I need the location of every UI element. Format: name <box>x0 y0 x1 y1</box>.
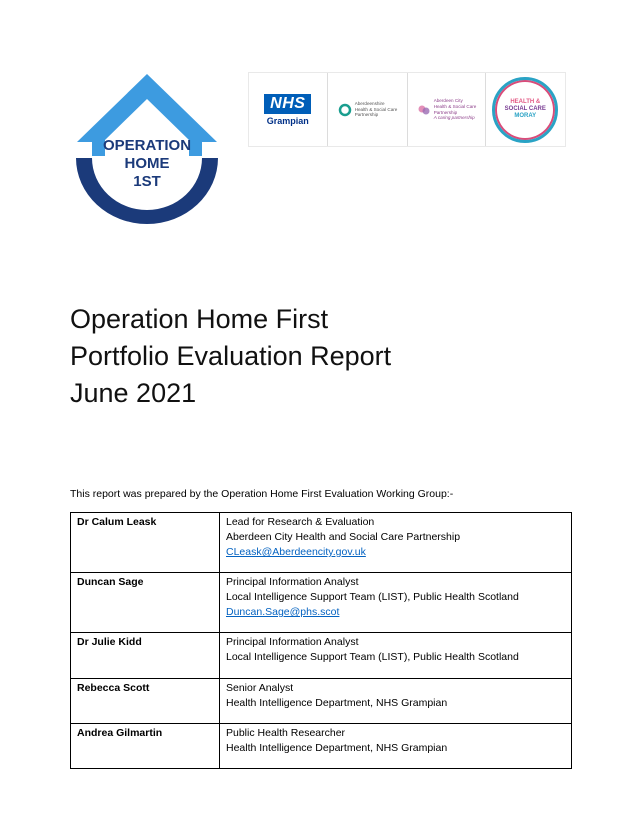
table-row <box>71 573 572 633</box>
nhs-board-name: Grampian <box>266 115 309 126</box>
nhs-mark: NHS <box>264 94 311 114</box>
moray-line-2: SOCIAL CARE <box>504 106 546 112</box>
aberdeen-city-tagline: A caring partnership <box>433 115 475 121</box>
aberdeenshire-ring-icon <box>338 103 352 117</box>
operation-home-first-logo <box>74 72 220 226</box>
member-role: Public Health Researcher <box>226 727 346 739</box>
member-org: Health Intelligence Department, NHS Grampian <box>226 697 448 709</box>
member-name: Andrea Gilmartin <box>71 724 220 769</box>
aberdeen-city-hscp-logo <box>408 73 485 146</box>
health-social-care-moray-logo <box>486 73 565 146</box>
aberdeen-city-line-2: Health & Social Care <box>433 103 477 109</box>
moray-line-3: MORAY <box>514 113 537 119</box>
member-org: Local Intelligence Support Team (LIST), Public Health Scotland <box>226 651 519 663</box>
table-row <box>71 679 572 724</box>
logo-line-2: HOME <box>124 155 170 172</box>
report-title <box>70 301 391 412</box>
member-details <box>220 573 572 633</box>
house-logo-icon <box>74 72 220 226</box>
member-org: Aberdeen City Health and Social Care Partnership <box>226 531 461 543</box>
member-role: Senior Analyst <box>226 682 294 694</box>
member-role: Lead for Research & Evaluation <box>226 516 375 528</box>
member-details <box>220 633 572 679</box>
member-role: Principal Information Analyst <box>226 576 359 588</box>
member-role: Principal Information Analyst <box>226 636 359 648</box>
title-line-2: Portfolio Evaluation Report <box>70 341 392 371</box>
partner-logos <box>248 72 566 147</box>
member-name: Dr Calum Leask <box>71 513 220 573</box>
member-details <box>220 679 572 724</box>
member-details <box>220 513 572 573</box>
table-row <box>71 724 572 769</box>
aberdeenshire-hscp-logo <box>328 73 409 146</box>
logo-line-3: 1ST <box>133 173 161 190</box>
member-name: Rebecca Scott <box>71 679 220 724</box>
title-line-3: June 2021 <box>70 378 197 408</box>
moray-ring-icon <box>492 77 558 143</box>
table-row <box>71 633 572 679</box>
aberdeenshire-line-2: Health & Social Care <box>354 106 398 112</box>
aberdeenshire-line-3: Partnership <box>354 112 379 118</box>
member-details <box>220 724 572 769</box>
member-email-link[interactable]: CLeask@Aberdeencity.gov.uk <box>226 546 366 558</box>
member-org: Health Intelligence Department, NHS Grampian <box>226 742 448 754</box>
member-name: Duncan Sage <box>71 573 220 633</box>
member-org: Local Intelligence Support Team (LIST), Public Health Scotland <box>226 591 519 603</box>
member-email-link[interactable]: Duncan.Sage@phs.scot <box>226 606 340 618</box>
nhs-grampian-logo <box>249 73 328 146</box>
member-name: Dr Julie Kidd <box>71 633 220 679</box>
aberdeenshire-line-1: Aberdeenshire <box>354 101 385 107</box>
logo-line-1: OPERATION <box>102 137 192 154</box>
aberdeen-city-line-1: Aberdeen City <box>433 98 463 104</box>
aberdeen-city-line-3: Partnership <box>433 109 458 115</box>
moray-line-1: HEALTH & <box>510 99 541 105</box>
table-row <box>71 513 572 573</box>
aberdeen-city-swirl-icon <box>417 103 431 117</box>
title-line-1: Operation Home First <box>70 304 329 334</box>
intro-text: This report was prepared by the Operation Home First Evaluation Working Group:- <box>70 488 454 500</box>
working-group-table <box>70 512 572 769</box>
